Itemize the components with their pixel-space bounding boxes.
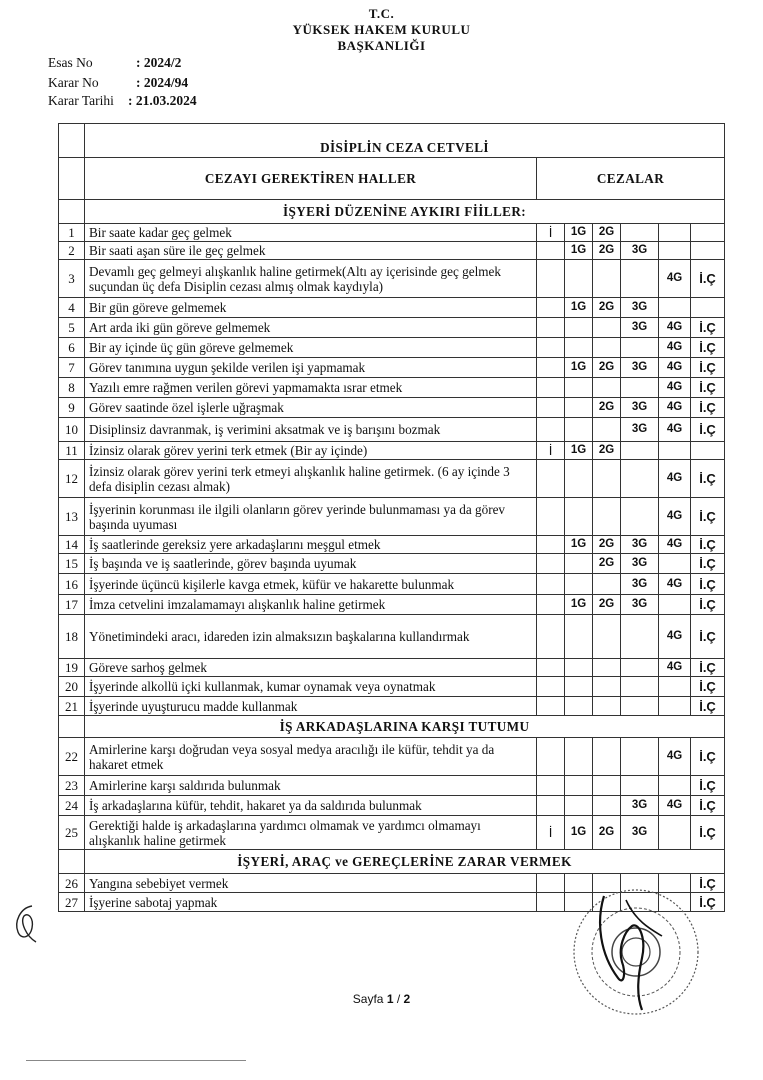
- penalty-cell: [537, 796, 565, 816]
- penalty-cell: İ.Ç: [691, 418, 725, 442]
- row-number: 14: [59, 536, 85, 554]
- penalty-cell: 2G: [593, 442, 621, 460]
- penalty-cell: [537, 874, 565, 893]
- row-number: 5: [59, 318, 85, 338]
- row-number: 17: [59, 595, 85, 615]
- penalty-cell: [621, 677, 659, 697]
- penalty-cell: 2G: [593, 595, 621, 615]
- header-office: BAŞKANLIĞI: [337, 38, 426, 53]
- penalty-cell: 2G: [593, 816, 621, 850]
- penalty-cell: [537, 418, 565, 442]
- penalty-cell: 4G: [659, 574, 691, 595]
- penalty-cell: [565, 738, 593, 776]
- penalty-cell: 3G: [621, 398, 659, 418]
- page-separator: /: [393, 992, 404, 1006]
- offense-description: Bir gün göreve gelmemek: [85, 298, 537, 318]
- section-row: [59, 850, 725, 874]
- penalty-cell: [621, 224, 659, 242]
- penalty-cell: İ.Ç: [691, 378, 725, 398]
- row-number: 8: [59, 378, 85, 398]
- penalty-cell: [537, 677, 565, 697]
- table-row: [59, 398, 725, 418]
- penalty-cell: [565, 338, 593, 358]
- table-row: [59, 595, 725, 615]
- penalty-cell: 2G: [593, 242, 621, 260]
- penalty-cell: 1G: [565, 242, 593, 260]
- row-number: 1: [59, 224, 85, 242]
- penalty-cell: 2G: [593, 536, 621, 554]
- table-row: [59, 298, 725, 318]
- karar-no: [48, 75, 188, 91]
- penalty-cell: İ.Ç: [691, 536, 725, 554]
- penalty-cell: 4G: [659, 318, 691, 338]
- table-row: [59, 242, 725, 260]
- offense-description: İşyerinde üçüncü kişilerle kavga etmek, küfür ve hakarette bulunmak: [85, 574, 537, 595]
- penalty-cell: [593, 498, 621, 536]
- penalty-cell: 4G: [659, 418, 691, 442]
- penalty-cell: [565, 398, 593, 418]
- penalty-cell: [593, 378, 621, 398]
- penalty-cell: [565, 554, 593, 574]
- penalty-cell: [659, 595, 691, 615]
- penalty-cell: [659, 816, 691, 850]
- penalty-cell: [537, 595, 565, 615]
- penalty-cell: [537, 738, 565, 776]
- penalty-cell: [565, 460, 593, 498]
- penalty-cell: 4G: [659, 460, 691, 498]
- offense-description: İş arkadaşlarına küfür, tehdit, hakaret ya da saldırıda bulunmak: [85, 796, 537, 816]
- table-row: [59, 697, 725, 716]
- spacer-cell: [59, 124, 85, 158]
- table-row: [59, 816, 725, 850]
- offense-description: İş saatlerinde gereksiz yere arkadaşlarını meşgul etmek: [85, 536, 537, 554]
- karar-no-value: : 2024/94: [136, 75, 189, 90]
- penalty-cell: 3G: [621, 595, 659, 615]
- penalty-cell: 1G: [565, 595, 593, 615]
- penalty-cell: [621, 338, 659, 358]
- table-row: [59, 677, 725, 697]
- penalty-cell: 1G: [565, 536, 593, 554]
- penalty-cell: İ.Ç: [691, 574, 725, 595]
- penalty-cell: [565, 260, 593, 298]
- penalty-cell: 2G: [593, 398, 621, 418]
- penalty-cell: [621, 498, 659, 536]
- table-row: [59, 574, 725, 595]
- table-row: [59, 418, 725, 442]
- page-prefix: Sayfa: [352, 992, 387, 1006]
- penalty-cell: 4G: [659, 615, 691, 659]
- row-number: 2: [59, 242, 85, 260]
- penalty-cell: 4G: [659, 398, 691, 418]
- penalty-cell: [565, 697, 593, 716]
- offense-description: Yangına sebebiyet vermek: [85, 874, 537, 893]
- penalty-cell: [621, 615, 659, 659]
- penalty-cell: İ.Ç: [691, 816, 725, 850]
- penalty-cell: [621, 442, 659, 460]
- penalty-cell: [621, 260, 659, 298]
- row-number: 6: [59, 338, 85, 358]
- column-header-penalties: CEZALAR: [537, 158, 725, 200]
- penalty-cell: İ.Ç: [691, 659, 725, 677]
- section-title: İŞ ARKADAŞLARINA KARŞI TUTUMU: [85, 716, 725, 738]
- offense-description: Bir ay içinde üç gün göreve gelmemek: [85, 338, 537, 358]
- penalty-cell: [621, 697, 659, 716]
- penalty-cell: [593, 260, 621, 298]
- penalty-cell: 4G: [659, 358, 691, 378]
- penalty-cell: [537, 498, 565, 536]
- penalty-cell: İ.Ç: [691, 595, 725, 615]
- row-number: 4: [59, 298, 85, 318]
- penalty-cell: [537, 318, 565, 338]
- row-number: 22: [59, 738, 85, 776]
- penalty-cell: 1G: [565, 816, 593, 850]
- bottom-rule: [26, 1060, 246, 1061]
- offense-description: Yazılı emre rağmen verilen görevi yapmamakta ısrar etmek: [85, 378, 537, 398]
- penalty-cell: 3G: [621, 318, 659, 338]
- penalty-cell: 1G: [565, 298, 593, 318]
- header-institution: YÜKSEK HAKEM KURULU: [292, 22, 471, 37]
- penalty-cell: [621, 460, 659, 498]
- penalty-cell: İ.Ç: [691, 498, 725, 536]
- penalty-cell: [537, 697, 565, 716]
- table-row: [59, 796, 725, 816]
- penalty-cell: [593, 460, 621, 498]
- penalty-cell: [537, 460, 565, 498]
- penalty-cell: 4G: [659, 378, 691, 398]
- penalty-cell: [691, 442, 725, 460]
- row-number: 10: [59, 418, 85, 442]
- penalty-cell: [537, 893, 565, 912]
- karar-tarihi-value: : 21.03.2024: [128, 93, 197, 108]
- section-row: [59, 716, 725, 738]
- penalty-cell: [565, 776, 593, 796]
- penalty-cell: 1G: [565, 442, 593, 460]
- penalty-cell: İ: [537, 442, 565, 460]
- penalty-cell: 3G: [621, 796, 659, 816]
- penalty-cell: [621, 738, 659, 776]
- table-row: [59, 776, 725, 796]
- row-number: 3: [59, 260, 85, 298]
- offense-description: İş başında ve iş saatlerinde, görev başında uyumak: [85, 554, 537, 574]
- penalty-cell: 1G: [565, 224, 593, 242]
- penalty-cell: [537, 536, 565, 554]
- penalty-cell: [691, 224, 725, 242]
- penalty-cell: 4G: [659, 659, 691, 677]
- penalty-cell: [565, 318, 593, 338]
- penalty-cell: [691, 298, 725, 318]
- row-number: 7: [59, 358, 85, 378]
- penalty-cell: [691, 242, 725, 260]
- penalty-cell: [537, 298, 565, 318]
- penalty-cell: [593, 574, 621, 595]
- penalty-cell: [565, 659, 593, 677]
- table-row: [59, 260, 725, 298]
- penalty-cell: İ.Ç: [691, 738, 725, 776]
- penalty-cell: [565, 418, 593, 442]
- penalty-cell: [565, 574, 593, 595]
- table-row: [59, 338, 725, 358]
- row-number: 18: [59, 615, 85, 659]
- offense-description: İmza cetvelini imzalamamayı alışkanlık haline getirmek: [85, 595, 537, 615]
- penalty-cell: 3G: [621, 816, 659, 850]
- penalty-cell: [593, 796, 621, 816]
- table-row: [59, 615, 725, 659]
- spacer-cell: [59, 716, 85, 738]
- penalty-cell: 2G: [593, 554, 621, 574]
- handwritten-initial-mark: [10, 902, 44, 946]
- penalty-cell: [565, 498, 593, 536]
- offense-description: Yönetimindeki aracı, idareden izin almaksızın başkalarına kullandırmak: [85, 615, 537, 659]
- penalty-cell: [659, 697, 691, 716]
- penalty-cell: 4G: [659, 498, 691, 536]
- penalty-cell: İ.Ç: [691, 318, 725, 338]
- penalty-cell: [537, 574, 565, 595]
- penalty-cell: 1G: [565, 358, 593, 378]
- table-row: [59, 498, 725, 536]
- penalty-cell: [537, 615, 565, 659]
- offense-description: Gerektiği halde iş arkadaşlarına yardımcı olmamak ve yardımcı olmamayı alışkanlık haline getirmek: [85, 816, 537, 850]
- penalty-cell: [659, 554, 691, 574]
- penalty-cell: 4G: [659, 796, 691, 816]
- penalty-cell: [659, 776, 691, 796]
- spacer-cell: [59, 850, 85, 874]
- penalty-cell: 3G: [621, 358, 659, 378]
- penalty-cell: [593, 659, 621, 677]
- penalty-cell: 3G: [621, 242, 659, 260]
- table-row: [59, 554, 725, 574]
- offense-description: İşyerinin korunması ile ilgili olanların görev yerinde bulunmaması ya da görev başında uyuması: [85, 498, 537, 536]
- offense-description: Bir saate kadar geç gelmek: [85, 224, 537, 242]
- penalty-cell: [565, 615, 593, 659]
- penalty-cell: 4G: [659, 536, 691, 554]
- offense-description: Amirlerine karşı saldırıda bulunmak: [85, 776, 537, 796]
- penalty-cell: [537, 260, 565, 298]
- spacer-cell: [59, 200, 85, 224]
- penalty-cell: 3G: [621, 554, 659, 574]
- penalty-cell: 3G: [621, 574, 659, 595]
- table-row: [59, 536, 725, 554]
- spacer-cell: [59, 158, 85, 200]
- karar-tarihi-label: Karar Tarihi: [48, 93, 114, 108]
- offense-description: İzinsiz olarak görev yerini terk etmek (Bir ay içinde): [85, 442, 537, 460]
- offense-description: İşyerine sabotaj yapmak: [85, 893, 537, 912]
- table-row: [59, 358, 725, 378]
- penalty-cell: 4G: [659, 260, 691, 298]
- penalty-cell: [593, 615, 621, 659]
- penalty-cell: İ: [537, 224, 565, 242]
- penalty-cell: İ.Ç: [691, 697, 725, 716]
- penalty-cell: [537, 398, 565, 418]
- penalty-cell: 3G: [621, 298, 659, 318]
- penalty-cell: [593, 318, 621, 338]
- offense-description: İşyerinde alkollü içki kullanmak, kumar oynamak veya oynatmak: [85, 677, 537, 697]
- penalty-cell: [621, 776, 659, 796]
- offense-description: Görev tanımına uygun şekilde verilen işi yapmamak: [85, 358, 537, 378]
- penalty-cell: 2G: [593, 298, 621, 318]
- penalty-cell: İ.Ç: [691, 874, 725, 893]
- penalty-cell: [593, 776, 621, 796]
- row-number: 16: [59, 574, 85, 595]
- penalty-cell: [537, 554, 565, 574]
- table-row: [59, 224, 725, 242]
- penalty-cell: [537, 242, 565, 260]
- penalty-cell: [659, 677, 691, 697]
- row-number: 23: [59, 776, 85, 796]
- table-row: [59, 659, 725, 677]
- header-tc: T.C.: [368, 6, 395, 21]
- penalty-cell: İ.Ç: [691, 615, 725, 659]
- penalty-cell: [621, 659, 659, 677]
- penalty-cell: [593, 738, 621, 776]
- offense-description: Bir saati aşan süre ile geç gelmek: [85, 242, 537, 260]
- penalty-cell: İ.Ç: [691, 338, 725, 358]
- official-seal-stamp: [566, 882, 706, 1022]
- esas-no-value: : 2024/2: [136, 55, 182, 70]
- table-row: [59, 442, 725, 460]
- penalty-cell: 3G: [621, 536, 659, 554]
- penalty-cell: [537, 776, 565, 796]
- offense-description: Göreve sarhoş gelmek: [85, 659, 537, 677]
- row-number: 12: [59, 460, 85, 498]
- penalty-cell: [593, 677, 621, 697]
- penalty-cell: İ.Ç: [691, 358, 725, 378]
- table-title: DİSİPLİN CEZA CETVELİ: [85, 124, 725, 158]
- penalty-cell: 3G: [621, 418, 659, 442]
- row-number: 11: [59, 442, 85, 460]
- row-number: 15: [59, 554, 85, 574]
- karar-tarihi: [48, 93, 197, 109]
- discipline-penalty-table: [58, 123, 725, 912]
- table-row: [59, 460, 725, 498]
- offense-description: İzinsiz olarak görev yerini terk etmeyi alışkanlık haline getirmek. (6 ay içinde 3 defa disiplin cezası almak): [85, 460, 537, 498]
- penalty-cell: [537, 378, 565, 398]
- row-number: 21: [59, 697, 85, 716]
- page-total: 2: [403, 992, 411, 1006]
- penalty-cell: İ: [537, 816, 565, 850]
- penalty-cell: İ.Ç: [691, 893, 725, 912]
- column-header-conditions: CEZAYI GEREKTİREN HALLER: [85, 158, 537, 200]
- offense-description: Görev saatinde özel işlerle uğraşmak: [85, 398, 537, 418]
- penalty-cell: 4G: [659, 738, 691, 776]
- section-row: [59, 200, 725, 224]
- offense-description: Amirlerine karşı doğrudan veya sosyal medya aracılığı ile küfür, tehdit ya da hakaret etmek: [85, 738, 537, 776]
- penalty-cell: İ.Ç: [691, 677, 725, 697]
- penalty-cell: [593, 418, 621, 442]
- row-number: 13: [59, 498, 85, 536]
- section-title: İŞYERİ DÜZENİNE AYKIRI FİİLLER:: [85, 200, 725, 224]
- offense-description: İşyerinde uyuşturucu madde kullanmak: [85, 697, 537, 716]
- table-row: [59, 378, 725, 398]
- row-number: 27: [59, 893, 85, 912]
- penalty-cell: [565, 796, 593, 816]
- offense-description: Art arda iki gün göreve gelmemek: [85, 318, 537, 338]
- penalty-cell: [659, 298, 691, 318]
- penalty-cell: İ.Ç: [691, 554, 725, 574]
- penalty-cell: [565, 378, 593, 398]
- penalty-cell: [659, 442, 691, 460]
- karar-no-label: Karar No: [48, 75, 99, 90]
- table-row: [59, 318, 725, 338]
- penalty-cell: [593, 338, 621, 358]
- esas-no-label: Esas No: [48, 55, 93, 70]
- penalty-cell: [621, 378, 659, 398]
- penalty-cell: [565, 677, 593, 697]
- penalty-cell: 2G: [593, 358, 621, 378]
- penalty-cell: [537, 358, 565, 378]
- penalty-cell: İ.Ç: [691, 398, 725, 418]
- penalty-cell: [659, 224, 691, 242]
- penalty-cell: İ.Ç: [691, 460, 725, 498]
- row-number: 24: [59, 796, 85, 816]
- penalty-cell: [659, 242, 691, 260]
- offense-description: Devamlı geç gelmeyi alışkanlık haline getirmek(Altı ay içerisinde geç gelmek suçundan üç defa Disiplin cezası almış olmak kaydıyla): [85, 260, 537, 298]
- page-current: 1: [386, 992, 394, 1006]
- penalty-cell: İ.Ç: [691, 796, 725, 816]
- row-number: 9: [59, 398, 85, 418]
- row-number: 20: [59, 677, 85, 697]
- penalty-cell: İ.Ç: [691, 776, 725, 796]
- esas-no: [48, 55, 181, 71]
- table-row: [59, 738, 725, 776]
- row-number: 26: [59, 874, 85, 893]
- penalty-cell: 2G: [593, 224, 621, 242]
- penalty-cell: [537, 338, 565, 358]
- row-number: 25: [59, 816, 85, 850]
- penalty-cell: İ.Ç: [691, 260, 725, 298]
- penalty-cell: [537, 659, 565, 677]
- row-number: 19: [59, 659, 85, 677]
- offense-description: Disiplinsiz davranmak, iş verimini aksatmak ve iş barışını bozmak: [85, 418, 537, 442]
- penalty-cell: [593, 697, 621, 716]
- section-title: İŞYERİ, ARAÇ ve GEREÇLERİNE ZARAR VERMEK: [85, 850, 725, 874]
- penalty-cell: 4G: [659, 338, 691, 358]
